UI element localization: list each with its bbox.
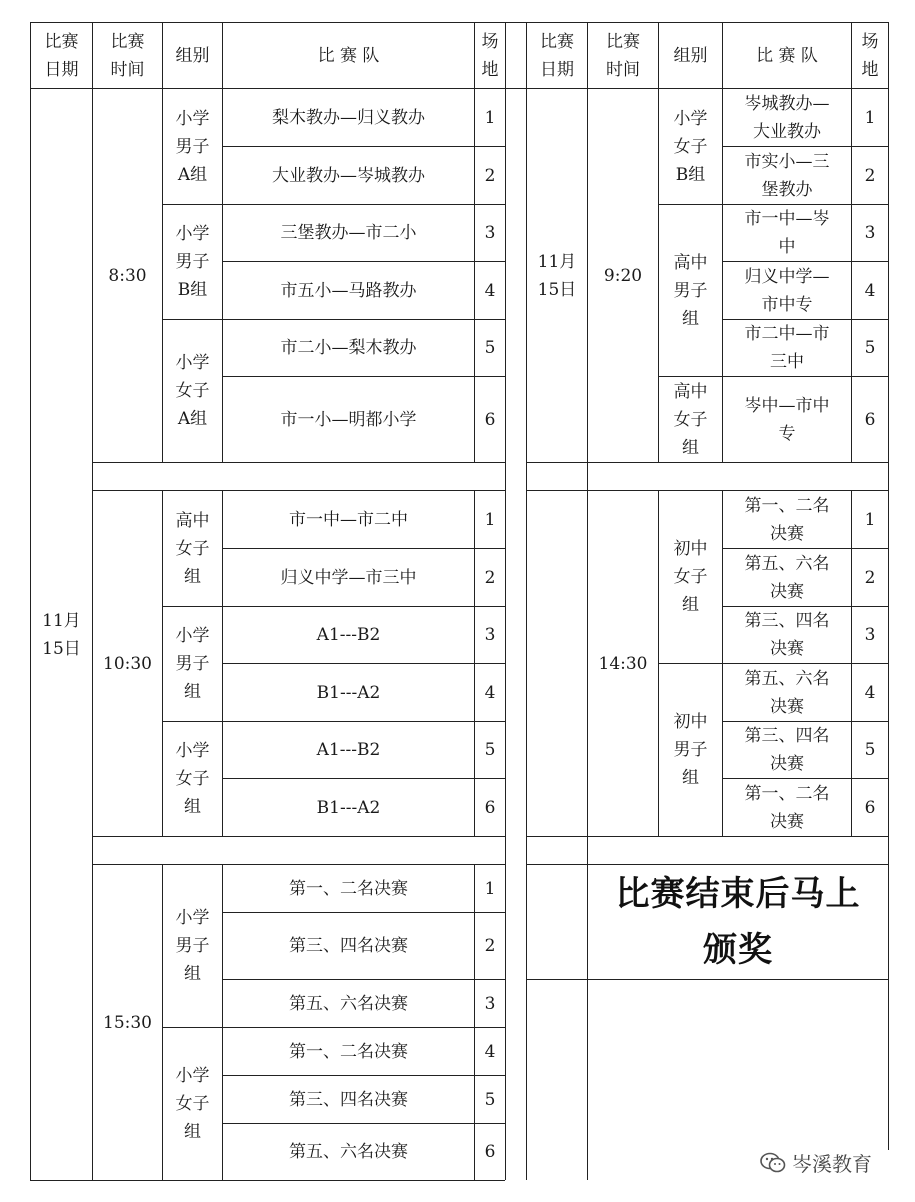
court-cell: 5	[484, 1089, 496, 1110]
court-cell: 3	[484, 993, 496, 1014]
court-cell: 5	[484, 338, 496, 358]
court-cell: 1	[864, 107, 876, 128]
award-notice: 比赛结束后马上 颁奖	[615, 874, 861, 970]
court-cell: 2	[484, 567, 496, 588]
match-cell: 第一、二名决赛	[289, 878, 408, 899]
left-header-time: 比赛 时间	[110, 31, 145, 80]
court-cell: 4	[864, 280, 876, 301]
left-s2-time: 10:30	[103, 653, 152, 674]
match-cell: 市二中—市 三中	[744, 324, 830, 372]
court-cell: 2	[864, 567, 876, 588]
court-cell: 5	[864, 740, 876, 760]
court-cell: 1	[484, 878, 496, 899]
match-cell: 第五、六名决赛	[289, 993, 408, 1014]
court-cell: 4	[484, 280, 496, 301]
match-cell: 梨木教办—归义教办	[272, 107, 425, 128]
match-cell: A1---B2	[316, 625, 381, 645]
right-header-teams: 比 赛 队	[756, 45, 818, 66]
left-s2-group-c: 小学 女子 组	[175, 741, 210, 817]
left-header-group: 组别	[175, 45, 210, 66]
match-cell: 第三、四名 决赛	[744, 726, 830, 774]
left-s3-time: 15:30	[103, 1012, 152, 1033]
match-cell: 市实小—三 堡教办	[744, 151, 830, 200]
match-cell: 大业教办—岑城教办	[272, 165, 425, 186]
court-cell: 4	[484, 682, 496, 703]
match-cell: B1---A2	[316, 682, 381, 703]
match-cell: 市五小—马路教办	[280, 280, 417, 301]
left-header-teams: 比 赛 队	[317, 45, 380, 66]
left-s1-group-a: 小学 男子 A组	[175, 108, 210, 185]
match-cell: B1---A2	[316, 797, 381, 818]
match-cell: 第一、二名决赛	[289, 1041, 408, 1062]
match-cell: 三堡教办—市二小	[280, 223, 417, 243]
court-cell: 4	[484, 1041, 496, 1062]
match-cell: 市二小—梨木教办	[280, 338, 417, 358]
right-gap1-top	[526, 462, 889, 463]
match-cell: 第五、六名 决赛	[744, 553, 830, 602]
right-header-time: 比赛 时间	[606, 31, 640, 80]
court-cell: 2	[864, 165, 876, 186]
left-header-date: 比赛 日期	[44, 31, 79, 80]
match-cell: 归义中学—市三中	[280, 567, 417, 588]
left-s2-group-a: 高中 女子 组	[175, 510, 210, 587]
right-s1-group-c: 高中 女子 组	[673, 381, 708, 458]
court-cell: 5	[484, 740, 496, 760]
match-cell: 第五、六名决赛	[289, 1142, 408, 1162]
notice-bottom	[526, 979, 889, 980]
left-s1-time: 8:30	[108, 265, 147, 286]
match-cell: 市一小—明都小学	[280, 409, 417, 430]
court-cell: 3	[484, 625, 496, 645]
left-s3-group-b: 小学 女子 组	[175, 1066, 210, 1142]
match-cell: 第五、六名 决赛	[744, 668, 830, 717]
right-s2-time: 14:30	[598, 653, 648, 674]
left-s2-group-b: 小学 男子 组	[175, 626, 210, 702]
right-header-group: 组别	[673, 45, 708, 66]
court-cell: 1	[864, 509, 876, 530]
left-s1-group-b: 小学 男子 B组	[175, 224, 210, 300]
right-s1-group-a: 小学 女子 B组	[673, 108, 708, 185]
watermark-text: 岑溪教育	[792, 1152, 872, 1176]
match-cell: 第三、四名决赛	[289, 936, 408, 956]
court-cell: 6	[484, 797, 496, 818]
right-gap2-top	[526, 836, 889, 837]
left-right-border	[505, 22, 506, 1180]
court-cell: 6	[864, 409, 876, 430]
court-cell: 1	[484, 107, 496, 128]
court-cell: 3	[864, 625, 876, 645]
court-cell: 2	[484, 936, 496, 956]
right-header-court: 场 地	[861, 31, 879, 80]
match-cell: A1---B2	[316, 740, 381, 760]
border-bottom	[30, 1180, 505, 1181]
left-s1-group-c: 小学 女子 A组	[175, 353, 210, 429]
right-s1-group-b: 高中 男子 组	[673, 252, 708, 329]
match-cell: 岑中—市中 专	[744, 395, 830, 444]
right-border	[888, 22, 889, 1150]
watermark	[760, 1148, 872, 1177]
right-s2-group-b: 初中 男子 组	[673, 712, 708, 788]
court-cell: 1	[484, 509, 496, 530]
left-header-court: 场 地	[481, 31, 499, 80]
match-cell: 第三、四名 决赛	[744, 611, 830, 659]
court-cell: 3	[864, 223, 876, 243]
match-cell: 第一、二名 决赛	[744, 783, 830, 832]
match-cell: 市一中—岑 中	[744, 209, 830, 257]
court-cell: 3	[484, 223, 496, 243]
court-cell: 6	[484, 409, 496, 430]
court-cell: 5	[864, 338, 876, 358]
right-header-date: 比赛 日期	[540, 31, 574, 80]
court-cell: 2	[484, 165, 496, 186]
left-gap2-top	[92, 836, 505, 837]
court-cell: 6	[864, 797, 876, 818]
left-s3-group-a: 小学 男子 组	[175, 908, 210, 984]
match-cell: 市一中—市二中	[289, 509, 408, 530]
right-s2-group-a: 初中 女子 组	[673, 539, 708, 615]
court-cell: 6	[484, 1142, 496, 1162]
right-date: 11月 15日	[537, 251, 577, 300]
wechat-icon	[760, 1152, 786, 1174]
match-cell: 归义中学— 市中专	[744, 266, 830, 315]
right-s1-time: 9:20	[603, 265, 643, 286]
court-cell: 4	[864, 682, 876, 703]
match-cell: 第一、二名 决赛	[744, 495, 830, 544]
match-cell: 第三、四名决赛	[289, 1089, 408, 1110]
left-date: 11月 15日	[42, 610, 81, 659]
left-gap1-top	[92, 462, 505, 463]
match-cell: 岑城教办— 大业教办	[744, 93, 830, 142]
